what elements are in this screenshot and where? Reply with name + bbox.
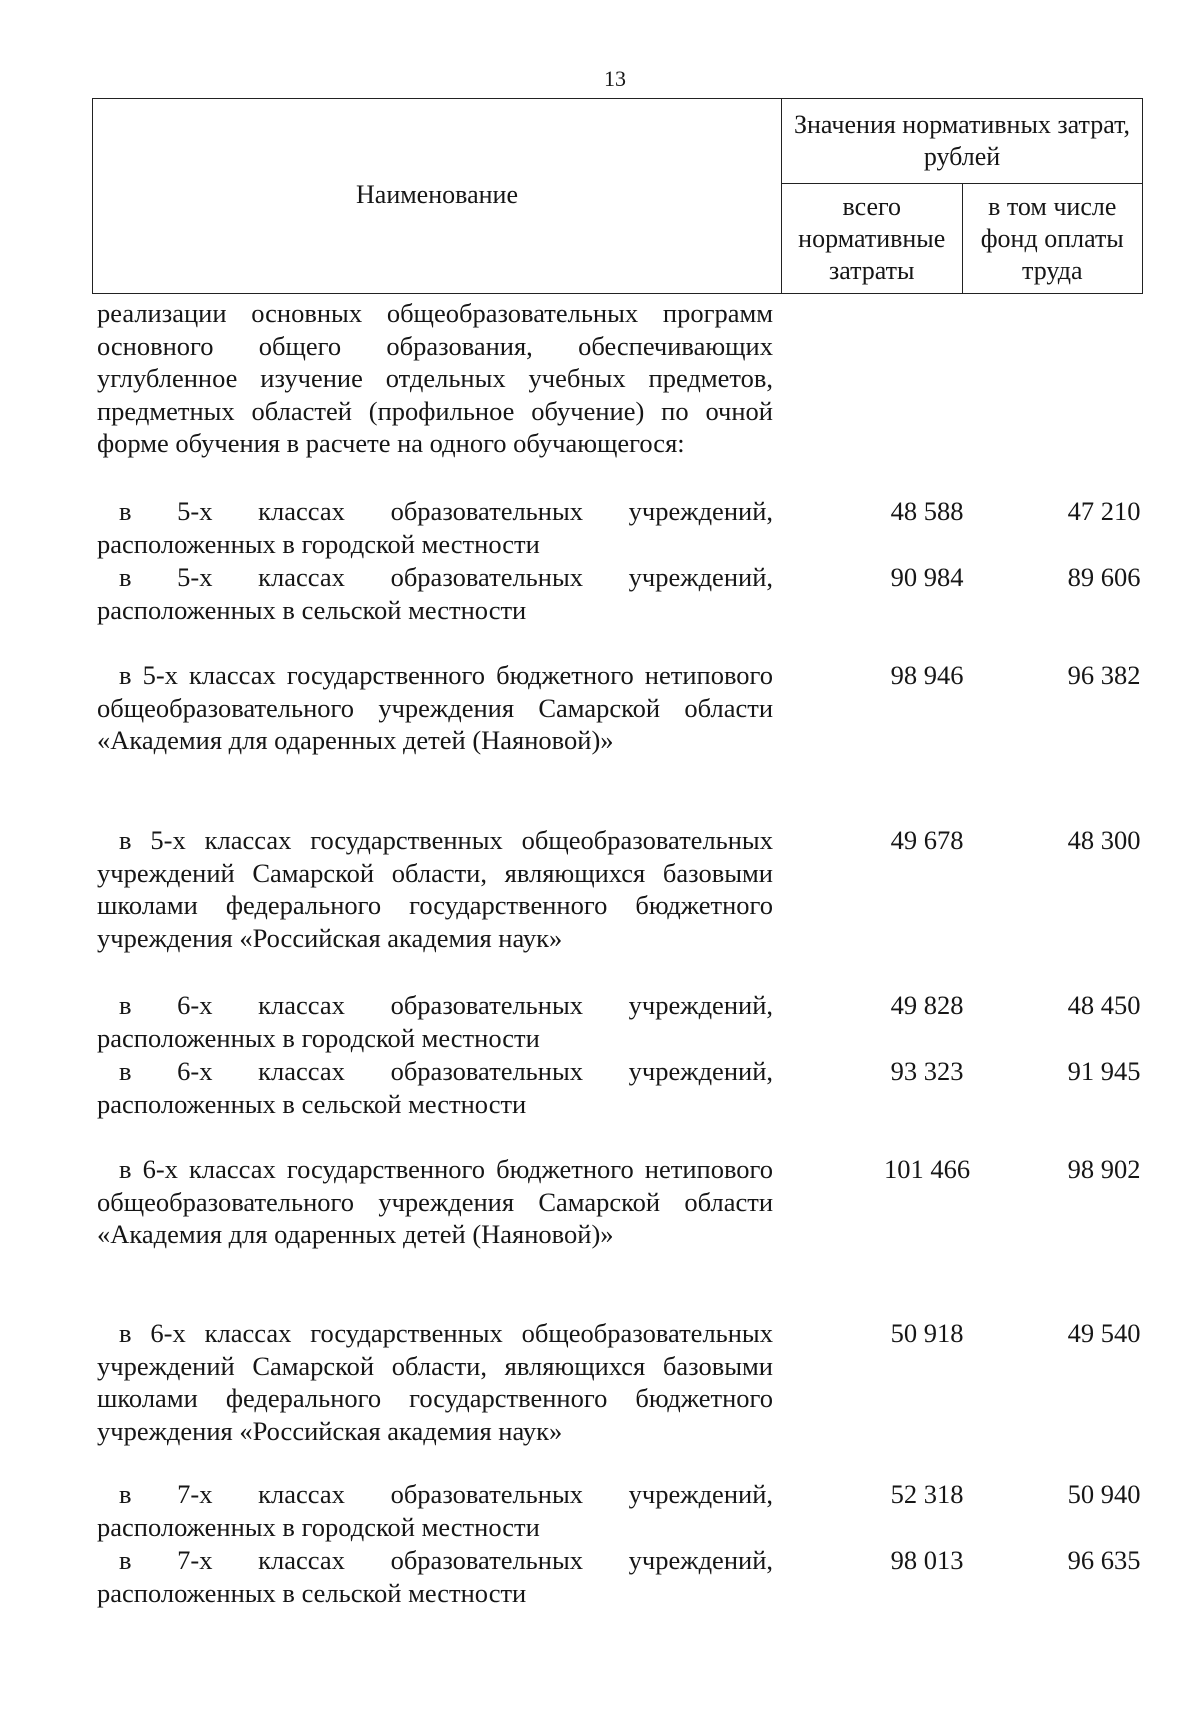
table-header [92, 98, 1143, 294]
row-total-value: 49 678 [890, 825, 964, 855]
row-total-value: 101 466 [883, 1154, 971, 1184]
column-header-values-group: Значения нормативных затрат, рублей [782, 99, 1143, 184]
row-total-value: 98 013 [890, 1545, 964, 1575]
row-total-value: 90 984 [890, 562, 964, 592]
row-total-value: 93 323 [890, 1056, 964, 1086]
row-wage-value: 96 382 [1067, 660, 1141, 690]
row-description: в 7-х классах образовательных учреждений, расположенных в городской местности [97, 1479, 773, 1542]
row-total-value: 49 828 [890, 990, 964, 1020]
intro-text: реализации основных общеобразовательных программ основного общего образования, обеспечивающих углубленное изучение отдельных учебных предметов, предметных областей (профильное обучение) по очной форме обучения в расчете на одного обучающегося: [97, 298, 773, 458]
row-description: в 5-х классах государственного бюджетного нетипового общеобразовательного учреждения Самарской области «Академия для одаренных детей (Наяновой)» [97, 660, 773, 755]
row-wage-value: 49 540 [1067, 1318, 1141, 1348]
row-wage-value: 48 450 [1067, 990, 1141, 1020]
row-wage-value: 47 210 [1067, 496, 1141, 526]
row-total-value: 52 318 [890, 1479, 964, 1509]
column-header-name: Наименование [93, 99, 782, 294]
row-description: в 7-х классах образовательных учреждений, расположенных в сельской местности [97, 1545, 773, 1608]
column-header-total: всего нормативные затраты [782, 184, 963, 294]
row-description: в 6-х классах государственного бюджетного нетипового общеобразовательного учреждения Самарской области «Академия для одаренных детей (Наяновой)» [97, 1154, 773, 1249]
row-description: в 6-х классах государственных общеобразовательных учреждений Самарской области, являющихся базовыми школами федерального государственного бюджетного учреждения «Российская академия наук» [97, 1318, 773, 1446]
row-description: в 6-х классах образовательных учреждений, расположенных в сельской местности [97, 1056, 773, 1119]
row-wage-value: 91 945 [1067, 1056, 1141, 1086]
row-total-value: 50 918 [890, 1318, 964, 1348]
row-wage-value: 96 635 [1067, 1545, 1141, 1575]
page-number: 13 [604, 66, 626, 91]
row-wage-value: 89 606 [1067, 562, 1141, 592]
row-total-value: 48 588 [890, 496, 964, 526]
column-header-wage-fund: в том числе фонд оплаты труда [962, 184, 1143, 294]
row-description: в 5-х классах государственных общеобразовательных учреждений Самарской области, являющихся базовыми школами федерального государственного бюджетного учреждения «Российская академия наук» [97, 825, 773, 953]
row-wage-value: 48 300 [1067, 825, 1141, 855]
row-description: в 6-х классах образовательных учреждений, расположенных в городской местности [97, 990, 773, 1053]
row-total-value: 98 946 [890, 660, 964, 690]
row-wage-value: 50 940 [1067, 1479, 1141, 1509]
row-wage-value: 98 902 [1067, 1154, 1141, 1184]
row-description: в 5-х классах образовательных учреждений, расположенных в городской местности [97, 496, 773, 559]
row-description: в 5-х классах образовательных учреждений, расположенных в сельской местности [97, 562, 773, 625]
